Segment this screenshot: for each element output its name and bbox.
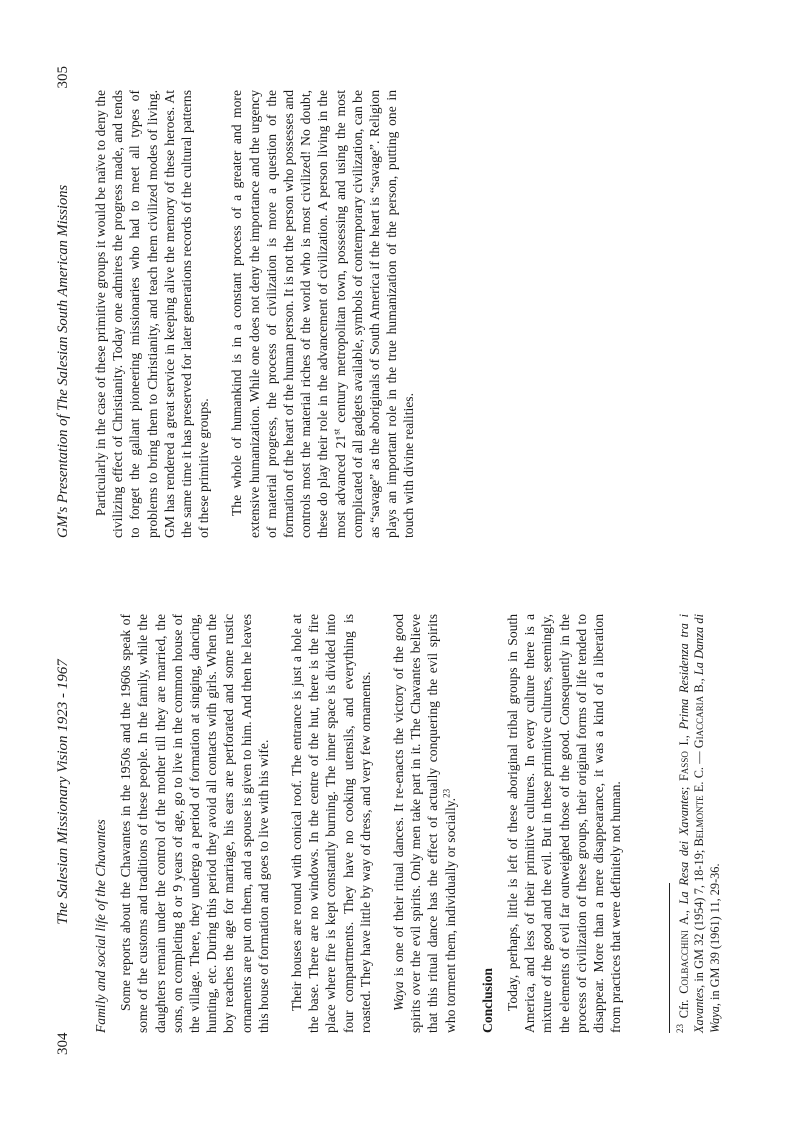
waya-paragraph [390, 614, 459, 1033]
left-page [0, 562, 793, 1123]
waya-term: Waya [391, 981, 407, 1011]
left-text-column [92, 614, 624, 1033]
paragraph: Some reports about the Chavantes in the 1950s and the 1960s speak of some of the customs and traditions of these people. In the family, while the daughters remain under the control of the mother till they are married, the sons, on completing 8 or 9 years of age, go to live in the common house of the village. There, they undergo a period of formation at singing, dancing, hunting, etc. During this period they avoid all contacts with girls. When the boy reaches the age for marriage, his ears are perforated and some rustic ornaments are put on them, and a spouse is given to him. And then he leaves this house of formation and goes to live with his wife. [118, 614, 271, 1033]
running-head: GM's Presentation of The Salesian South American Missions [55, 184, 71, 538]
page-number: 305 [55, 66, 71, 89]
waya-text: is one of their ritual dances. It re-enacts the victory of the good spirits over the evil spirits. Only men take part in it. The Chavantes believe that this ritual dance has the effect of actually conquering the evil spirits who torment them, individually or socially. [391, 614, 458, 1033]
humankind-paragraph: The whole of humankind is in a constant process of a greater and more extensive humanization. While one does not deny the importance and the urgency of material progress, the process of civilization is more a question of the formation of the heart of the human person. It is not the person who possesses and controls most the material riches of the world who is most civilized! No doubt, these do play their role in the advancement of civilization. A person living in the most advanced 21st century metropolitan town, possessing and using the most complicated of all gadgets available, symbols of contemporary civilization, can be as “savage” as the aboriginals of South America if the heart is “savage”. Religion plays an important role in the true humanization of the person, putting one in touch with divine realities. [229, 90, 417, 538]
footnote-number: 23 [674, 1024, 685, 1033]
footnote-separator [669, 883, 670, 1033]
conclusion-paragraph: Today, perhaps, little is left of these aboriginal tribal groups in South America, and less of their primitive cultures. In every culture there is a mixture of the good and the evil. But in these primitive cultures, seemingly, the elements of evil far outweighed those of the good. Consequently in the process of civilization of these groups, their original forms of life tended to disappear. More than a mere disappearance, it was a kind of a liberation from practices that were definitely not human. [505, 614, 624, 1033]
paragraph: Particularly in the case of these primitive groups it would be naïve to deny the civilizing effect of Christianity. Today one admires the progress made, and tends to forget the gallant pioneering missionaries who had to meet all types of problems to bring them to Christianity, and teach them civilized modes of living. GM has rendered a great service in keeping alive the memory of these heroes. At the same time it has preserved for later generations records of the cultural patterns of these primitive groups. [93, 90, 212, 538]
conclusion-heading: Conclusion [479, 968, 495, 1033]
page-number: 304 [55, 1032, 71, 1055]
footnote-reference: 23 [441, 788, 452, 798]
section-title: Family and social life of the Chavantes [93, 819, 108, 1033]
footnote [674, 614, 723, 1033]
footnote-text: Cfr. Colbacchini A., La Resa dei Xavantes; Fasso I., Prima Residenza tra i Xavantes, in GM 32 (1954) 7, 18-19; Belmonte E. C. — Giaccaria B., La Danza di Waya, in GM 39 (1961) 11, 29-36. [677, 614, 722, 1033]
running-head: The Salesian Missionary Vision 1923 - 1967 [55, 659, 71, 925]
paragraph: Their houses are round with conical roof. The entrance is just a hole at the base. There are no windows. In the centre of the hut, there is the fire place where fire is kept constantly burning. The inner space is divided into four compartments. They have no cooking utensils, and everything is roasted. They have little by way of dress, and very few ornaments. [289, 614, 373, 1033]
ordinal-suffix: st [331, 428, 342, 435]
right-text-column [92, 90, 418, 538]
